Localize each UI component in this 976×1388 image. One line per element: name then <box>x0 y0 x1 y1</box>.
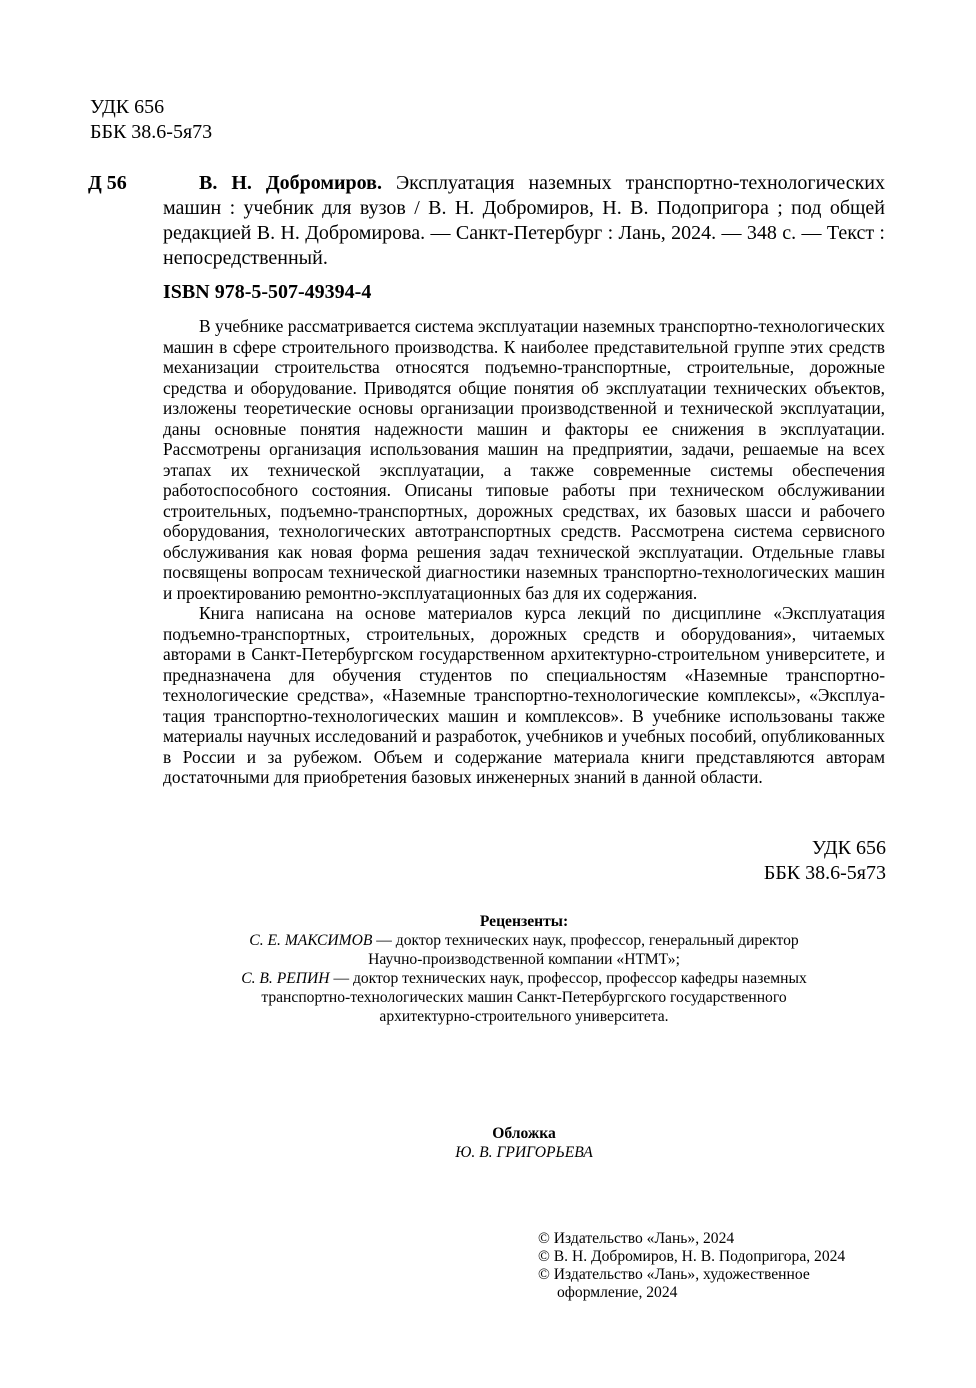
cover-heading: Обложка <box>492 1125 556 1142</box>
reviewer-2-title: — доктор технических наук, профессор, профессор кафедры наземных <box>329 970 807 987</box>
reviewers-heading: Рецензенты: <box>479 913 569 930</box>
abstract-paragraph-2: Книга написана на основе материалов курса лекций по дисциплине «Эксплуатация подъемно-транспортных, строительных, дорожных средств и оборудования», читаемых авторами в Санкт-Петербургском государственном архитектурно-строительном университете, и предназначена для обучения студентов по специальностям «Наземные транспортно-технологические средства», «Наземные транспортно-технологические комплексы», «Эксплуатация транспортно-технологических машин и комплексов». В учебнике использованы также материалы научных исследований и разработок, учебников и учебных пособий, опубликованных в России и за рубежом. Объем и содержание материала книги представляются авторам достаточными для приобретения базовых инженерных знаний в данной области. <box>163 603 885 787</box>
abstract <box>163 316 885 788</box>
header-codes <box>90 95 212 145</box>
footer-codes <box>600 836 886 886</box>
reviewer-1 <box>163 931 885 950</box>
author-name: В. Н. Добромиров. <box>199 172 382 194</box>
reviewer-1-name: С. Е. МАКСИМОВ <box>249 932 373 949</box>
copyright-line-2: © В. Н. Добромиров, Н. В. Подопригора, 2024 <box>538 1248 846 1265</box>
reviewer-2-affiliation-2: архитектурно-строительного университета. <box>379 1008 669 1025</box>
copyright-block <box>538 1230 898 1302</box>
isbn: ISBN 978-5-507-49394-4 <box>163 281 372 303</box>
udk-code: УДК 656 <box>90 96 165 118</box>
copyright-line-3-continued: оформление, 2024 <box>557 1284 678 1301</box>
copyright-line-1: © Издательство «Лань», 2024 <box>538 1230 735 1247</box>
bibliographic-record <box>163 171 885 271</box>
cover-credit <box>163 1124 885 1162</box>
bibliographic-description: Эксплуатация наземных транспортно-технологических машин : учебник для вузов / В. Н. Добромиров, Н. В. Подопригора ; под общей редакцией В. Н. Добромирова. — Санкт-Петербург : Лань, 2024. — 348 с. — Текст : непосредственный. <box>163 172 885 269</box>
abstract-paragraph-1: В учебнике рассматривается система эксплуатации наземных транспортно-технологических машин в сфере строительного производства. К наиболее представительной группе этих средств механизации строительства относятся подъемно-транспортные, строительные, дорожные средства и оборудование. Приводятся общие понятия об эксплуатации технических объектов, изложены теоретические основы организации производственной и технической эксплуатации, даны основные понятия надежности машин и факторы ее снижения в эксплуатации. Рассмотрены организация использования машин на предприятии, задачи, решаемые на всех этапах их технической эксплуатации, а также современные системы обеспечения работоспособного состояния. Описаны типовые работы при техническом обслуживании строительных, подъемно-транспортных, дорожных средствах, их базовых шасси и рабочего оборудования, технологических автотранспортных средств. Рассмотрена система сервисного обслуживания как новая форма решения задач технической эксплуатации. Отдельные главы посвящены вопросам технической диагностики наземных транспортно-технологических машин и проектированию ремонтно-эксплуатационных баз для их содержания. <box>163 316 885 603</box>
bbk-code: ББК 38.6-5я73 <box>90 121 213 143</box>
reviewer-1-title: — доктор технических наук, профессор, генеральный директор <box>372 932 799 949</box>
reviewers-block <box>163 912 885 1026</box>
copyright-line-3: © Издательство «Лань», художественное <box>538 1266 810 1283</box>
udk-code-bottom: УДК 656 <box>811 837 886 859</box>
reviewer-2 <box>163 969 885 988</box>
author-mark: Д 56 <box>88 172 127 194</box>
reviewer-1-affiliation: Научно-производственной компании «НТМТ»; <box>368 951 680 968</box>
reviewer-2-affiliation-1: транспортно-технологических машин Санкт-Петербургского государственного <box>261 989 787 1006</box>
cover-artist: Ю. В. ГРИГОРЬЕВА <box>455 1144 593 1161</box>
reviewer-2-name: С. В. РЕПИН <box>241 970 330 987</box>
bbk-code-bottom: ББК 38.6-5я73 <box>763 862 886 884</box>
